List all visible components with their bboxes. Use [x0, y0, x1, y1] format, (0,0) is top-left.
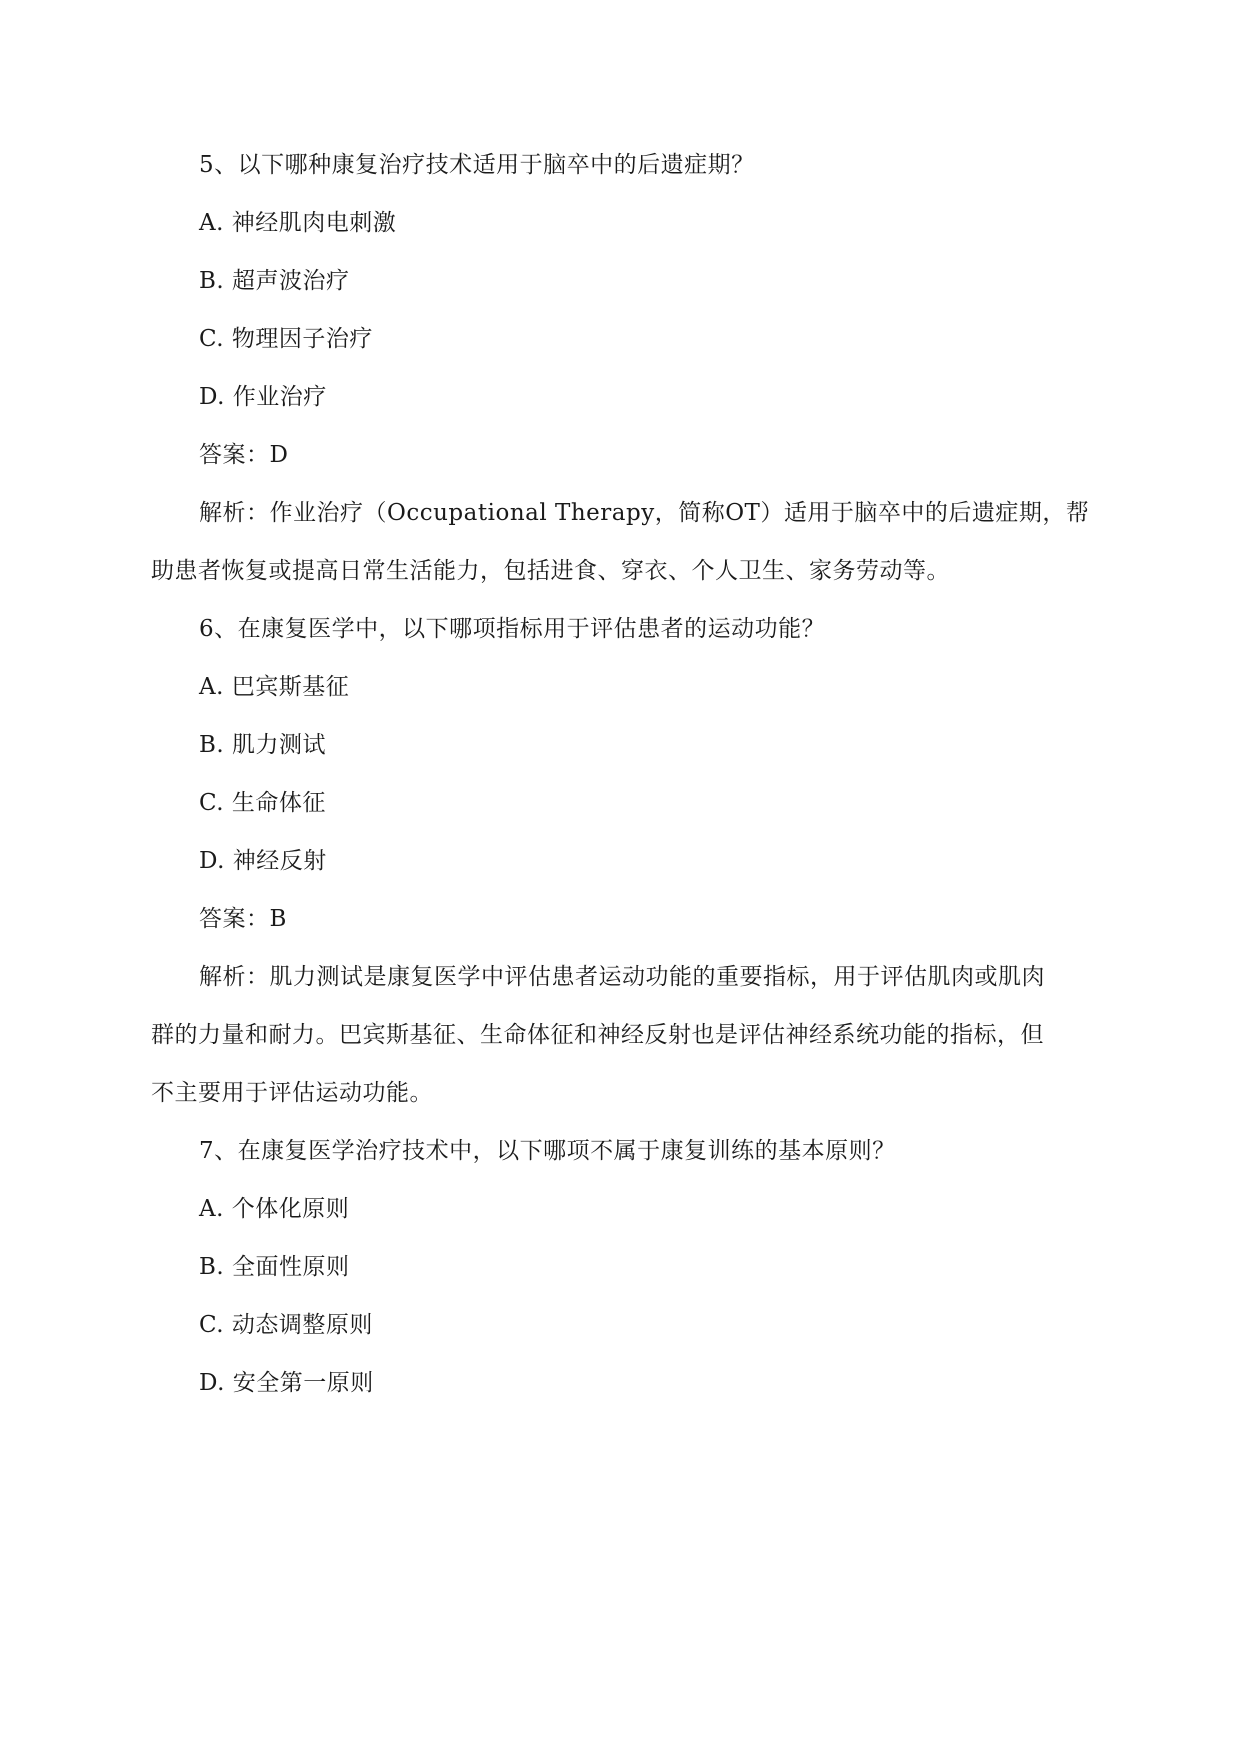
question-6-option-c: C. 生命体征: [199, 790, 326, 816]
question-6-answer: 答案：B: [199, 906, 287, 932]
question-6-stem: 6、在康复医学中，以下哪项指标用于评估患者的运动功能？: [199, 616, 826, 642]
question-5-option-c: C. 物理因子治疗: [199, 326, 373, 352]
question-5-option-a: A. 神经肌肉电刺激: [199, 210, 397, 236]
question-5-option-d: D. 作业治疗: [199, 384, 327, 410]
question-5-option-b: B. 超声波治疗: [199, 268, 350, 294]
question-6-analysis-line-3: 不主要用于评估运动功能。: [151, 1080, 433, 1106]
question-5-answer: 答案：D: [199, 442, 289, 468]
question-7-stem: 7、在康复医学治疗技术中，以下哪项不属于康复训练的基本原则？: [199, 1138, 896, 1164]
question-6-analysis-line-2: 群的力量和耐力。巴宾斯基征、生命体征和神经反射也是评估神经系统功能的指标，但: [151, 1022, 1044, 1048]
question-5-analysis-line-2: 助患者恢复或提高日常生活能力，包括进食、穿衣、个人卫生、家务劳动等。: [151, 558, 950, 584]
question-7-option-c: C. 动态调整原则: [199, 1312, 373, 1338]
question-5-analysis-line-1: 解析：作业治疗（Occupational Therapy，简称OT）适用于脑卒中的后遗症期，帮: [199, 500, 1090, 526]
question-5-stem: 5、以下哪种康复治疗技术适用于脑卒中的后遗症期？: [199, 152, 755, 178]
question-6-option-d: D. 神经反射: [199, 848, 327, 874]
question-6-option-a: A. 巴宾斯基征: [199, 674, 350, 700]
question-7-option-d: D. 安全第一原则: [199, 1370, 374, 1396]
question-7-option-a: A. 个体化原则: [199, 1196, 350, 1222]
question-6-analysis-line-1: 解析：肌力测试是康复医学中评估患者运动功能的重要指标，用于评估肌肉或肌肉: [199, 964, 1045, 990]
question-7-option-b: B. 全面性原则: [199, 1254, 350, 1280]
question-6-option-b: B. 肌力测试: [199, 732, 327, 758]
